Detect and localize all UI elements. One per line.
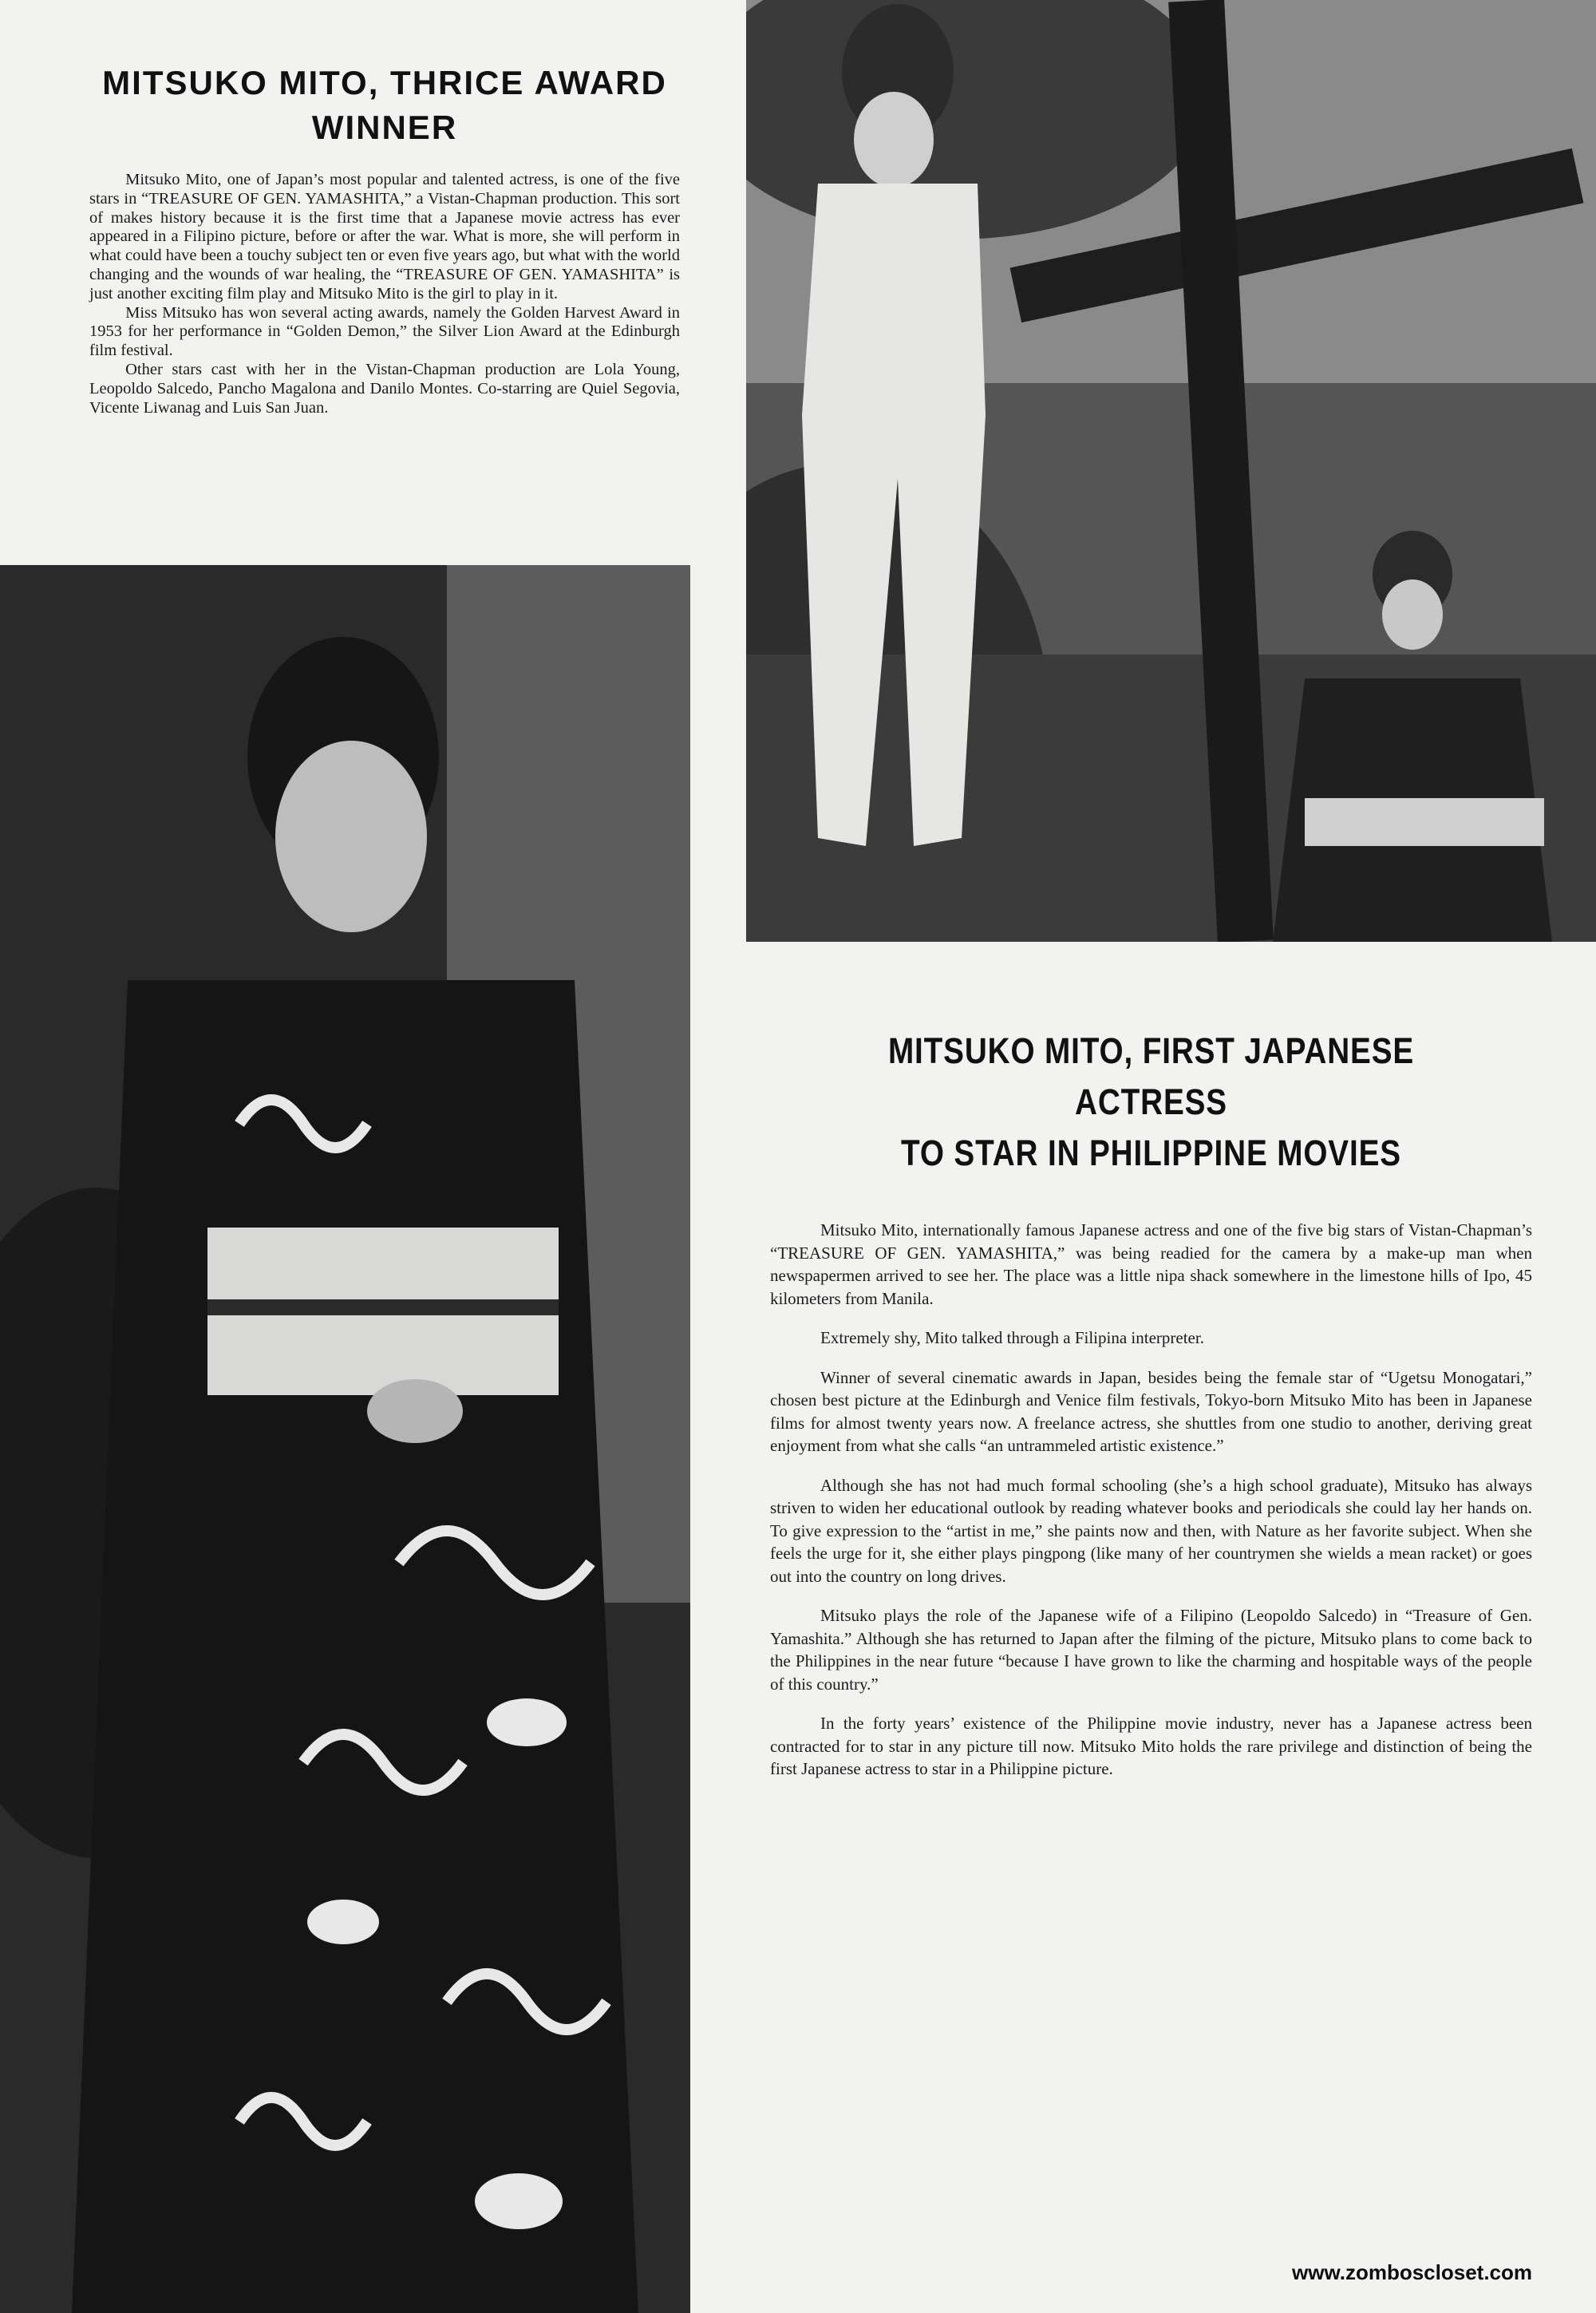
photo-woman-in-kimono-drawing — [0, 565, 690, 2313]
article-headline: MITSUKO MITO, THRICE AWARD WINNER — [102, 64, 667, 146]
article-paragraph: Mitsuko Mito, internationally famous Japanese actress and one of the five big stars of Vistan-Chapman’s “TREASURE OF GEN. YAMASHITA,” was being readied for the camera by a make-up man when newspapermen arrived to see her. The place was a little nipa shack somewhere in the limestone hills of Ipo, 45 kilometers from Manila. — [770, 1220, 1532, 1308]
headline-line-2: TO STAR IN PHILIPPINE MOVIES — [901, 1133, 1401, 1173]
photo-woman-in-kimono — [0, 565, 690, 2313]
article-first-japanese-actress — [770, 1026, 1532, 1797]
headline-line-1: MITSUKO MITO, FIRST JAPANESE ACTRESS — [887, 1030, 1415, 1122]
article-headline — [824, 1026, 1479, 1179]
article-paragraph: Winner of several cinematic awards in Japan, besides being the female star of “Ugetsu Monogatari,” chosen best picture at the Edinburgh and Venice film festivals, Tokyo-born Mitsuko Mito has been in Japanese films for almost twenty years now. A freelance actress, she shuttles from one studio to another, deriving great enjoyment from what she calls “an untrammeled artistic existence.” — [770, 1367, 1532, 1455]
article-paragraph: Other stars cast with her in the Vistan-Chapman production are Lola Young, Leopoldo Salcedo, Pancho Magalona and Danilo Montes. Co-starring are Quiel Segovia, Vicente Liwanag and Luis San Juan. — [89, 360, 680, 417]
article-paragraph: Mitsuko plays the role of the Japanese wife of a Filipino (Leopoldo Salcedo) in “Treasure of Gen. Yamashita.” Although she has returned to Japan after the filming of the picture, Mitsuko plans to come back to the Philippines in the near future “because I have grown to like the charming and hospitable ways of the people of this country.” — [770, 1606, 1532, 1694]
article-paragraph: Extremely shy, Mito talked through a Filipina interpreter. — [820, 1328, 1204, 1347]
article-paragraph: Mitsuko Mito, one of Japan’s most popular and talented actress, is one of the five stars in “TREASURE OF GEN. YAMASHITA,” a Vistan-Chapman production. This sort of makes history because it is the first time that a Japanese movie actress has ever appeared in a Filipino picture, before or after the war. What is more, she will perform in what could have been a touchy subject ten or even five years ago, but what with the world changing and the wounds of war healing, the “TREASURE OF GEN. YAMASHITA” is just another exciting film play and Mitsuko Mito is the girl to play in it. — [89, 171, 680, 302]
photo-women-at-cross — [746, 0, 1596, 942]
article-paragraph: Miss Mitsuko has won several acting awards, namely the Golden Harvest Award in 1953 for her performance in “Golden Demon,” the Silver Lion Award at the Edinburgh film festival. — [89, 303, 680, 360]
article-paragraph: In the forty years’ existence of the Philippine movie industry, never has a Japanese actress been contracted for to star in any picture till now. Mitsuko Mito holds the rare privilege and distinction of being the first Japanese actress to star in a Philippine picture. — [770, 1714, 1532, 1778]
source-credit: www.zomboscloset.com — [1292, 2260, 1532, 2284]
photo-women-at-cross-drawing — [746, 0, 1596, 942]
article-thrice-award-winner — [89, 61, 680, 417]
article-paragraph: Although she has not had much formal schooling (she’s a high school graduate), Mitsuko has always striven to widen her educational outlook by reading whatever books and periodicals she could lay her hands on. To give expression to the “artist in me,” she paints now and then, with Nature as her favorite subject. When she feels the urge for it, she either plays pingpong (like many of her countrymen she wields a mean racket) or goes out into the country on long drives. — [770, 1475, 1532, 1586]
